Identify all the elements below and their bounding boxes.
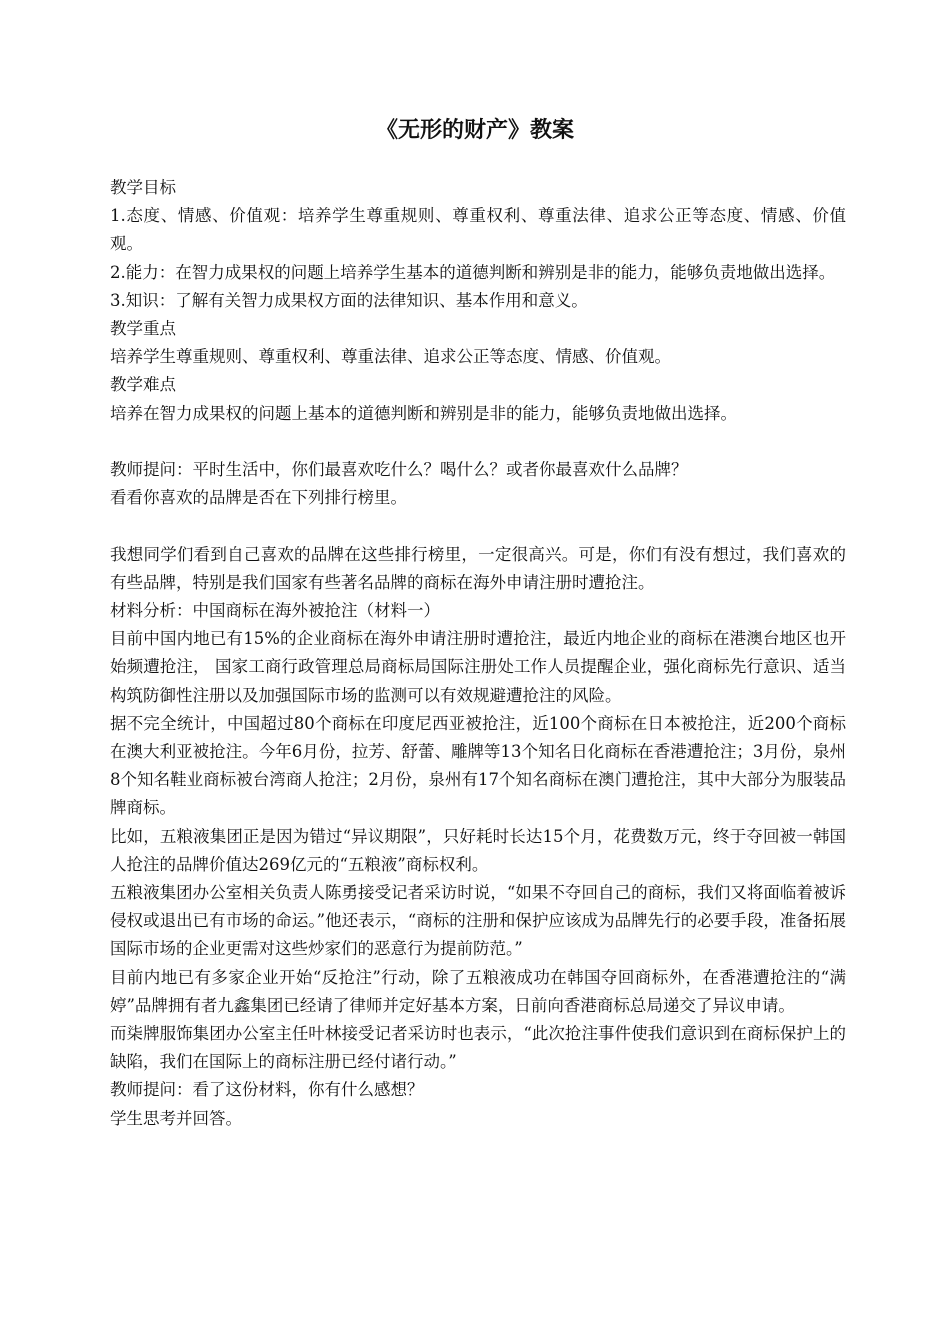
paragraph: 培养学生尊重规则、尊重权利、尊重法律、追求公正等态度、情感、价值观。 — [110, 347, 671, 367]
paragraph: 培养在智力成果权的问题上基本的道德判断和辨别是非的能力，能够负责地做出选择。 — [110, 403, 737, 423]
paragraph: 教师提问：平时生活中，你们最喜欢吃什么？喝什么？或者你最喜欢什么品牌？ — [110, 460, 688, 480]
paragraph: 教学目标 — [110, 178, 176, 197]
document-title: 《无形的财产》教案 — [375, 118, 574, 143]
paragraph: 教师提问：看了这份材料，你有什么感想？ — [110, 1080, 424, 1100]
paragraph: 1.态度、情感、价值观：培养学生尊重规则、尊重权利、尊重法律、追求公正等态度、情感、价值观。 — [110, 206, 846, 254]
paragraph: 2.能力：在智力成果权的问题上培养学生基本的道德判断和辨别是非的能力，能够负责地做出选择。 — [110, 262, 836, 282]
blank-line — [110, 428, 846, 456]
paragraph: 比如，五粮液集团正是因为错过“异议期限”，只好耗时长达15个月，花费数万元，终于夺回被一韩国人抢注的品牌价值达269亿元的“五粮液”商标权利。 — [110, 826, 846, 874]
paragraph: 目前内地已有多家企业开始“反抢注”行动，除了五粮液成功在韩国夺回商标外，在香港遭抢注的“满婷”品牌拥有者九鑫集团已经请了律师并定好基本方案，日前向香港商标总局递交了异议申请。 — [110, 967, 846, 1015]
document-body — [110, 174, 846, 1133]
paragraph: 我想同学们看到自己喜欢的品牌在这些排行榜里，一定很高兴。可是，你们有没有想过，我们喜欢的有些品牌，特别是我们国家有些著名品牌的商标在海外申请注册时遭抢注。 — [110, 544, 846, 592]
paragraph: 目前中国内地已有15%的企业商标在海外申请注册时遭抢注，最近内地企业的商标在港澳台地区也开始频遭抢注， 国家工商行政管理总局商标局国际注册处工作人员提醒企业，强化商标先行意识、适当构筑防御性注册以及加强国际市场的监测可以有效规避遭抢注的风险。 — [110, 629, 846, 705]
blank-line — [110, 512, 846, 540]
paragraph: 而柒牌服饰集团办公室主任叶林接受记者采访时也表示，“此次抢注事件使我们意识到在商标保护上的缺陷，我们在国际上的商标注册已经付诸行动。” — [110, 1024, 846, 1072]
paragraph: 学生思考并回答。 — [110, 1108, 242, 1128]
paragraph: 教学难点 — [110, 375, 176, 395]
paragraph: 教学重点 — [110, 319, 176, 339]
paragraph: 五粮液集团办公室相关负责人陈勇接受记者采访时说，“如果不夺回自己的商标，我们又将面临着被诉侵权或退出已有市场的命运。”他还表示，“商标的注册和保护应该成为品牌先行的必要手段，准备拓展国际市场的企业更需对这些炒家们的恶意行为提前防范。” — [110, 883, 846, 959]
paragraph: 材料分析：中国商标在海外被抢注（材料一） — [110, 601, 440, 621]
paragraph: 看看你喜欢的品牌是否在下列排行榜里。 — [110, 488, 407, 508]
paragraph: 3.知识：了解有关智力成果权方面的法律知识、基本作用和意义。 — [110, 290, 588, 310]
paragraph: 据不完全统计，中国超过80个商标在印度尼西亚被抢注，近100个商标在日本被抢注，近200个商标在澳大利亚被抢注。今年6月份，拉芳、舒蕾、雕牌等13个知名日化商标在香港遭抢注；3月份，泉州8个知名鞋业商标被台湾商人抢注；2月份，泉州有17个知名商标在澳门遭抢注，其中大部分为服装品牌商标。 — [110, 713, 846, 818]
